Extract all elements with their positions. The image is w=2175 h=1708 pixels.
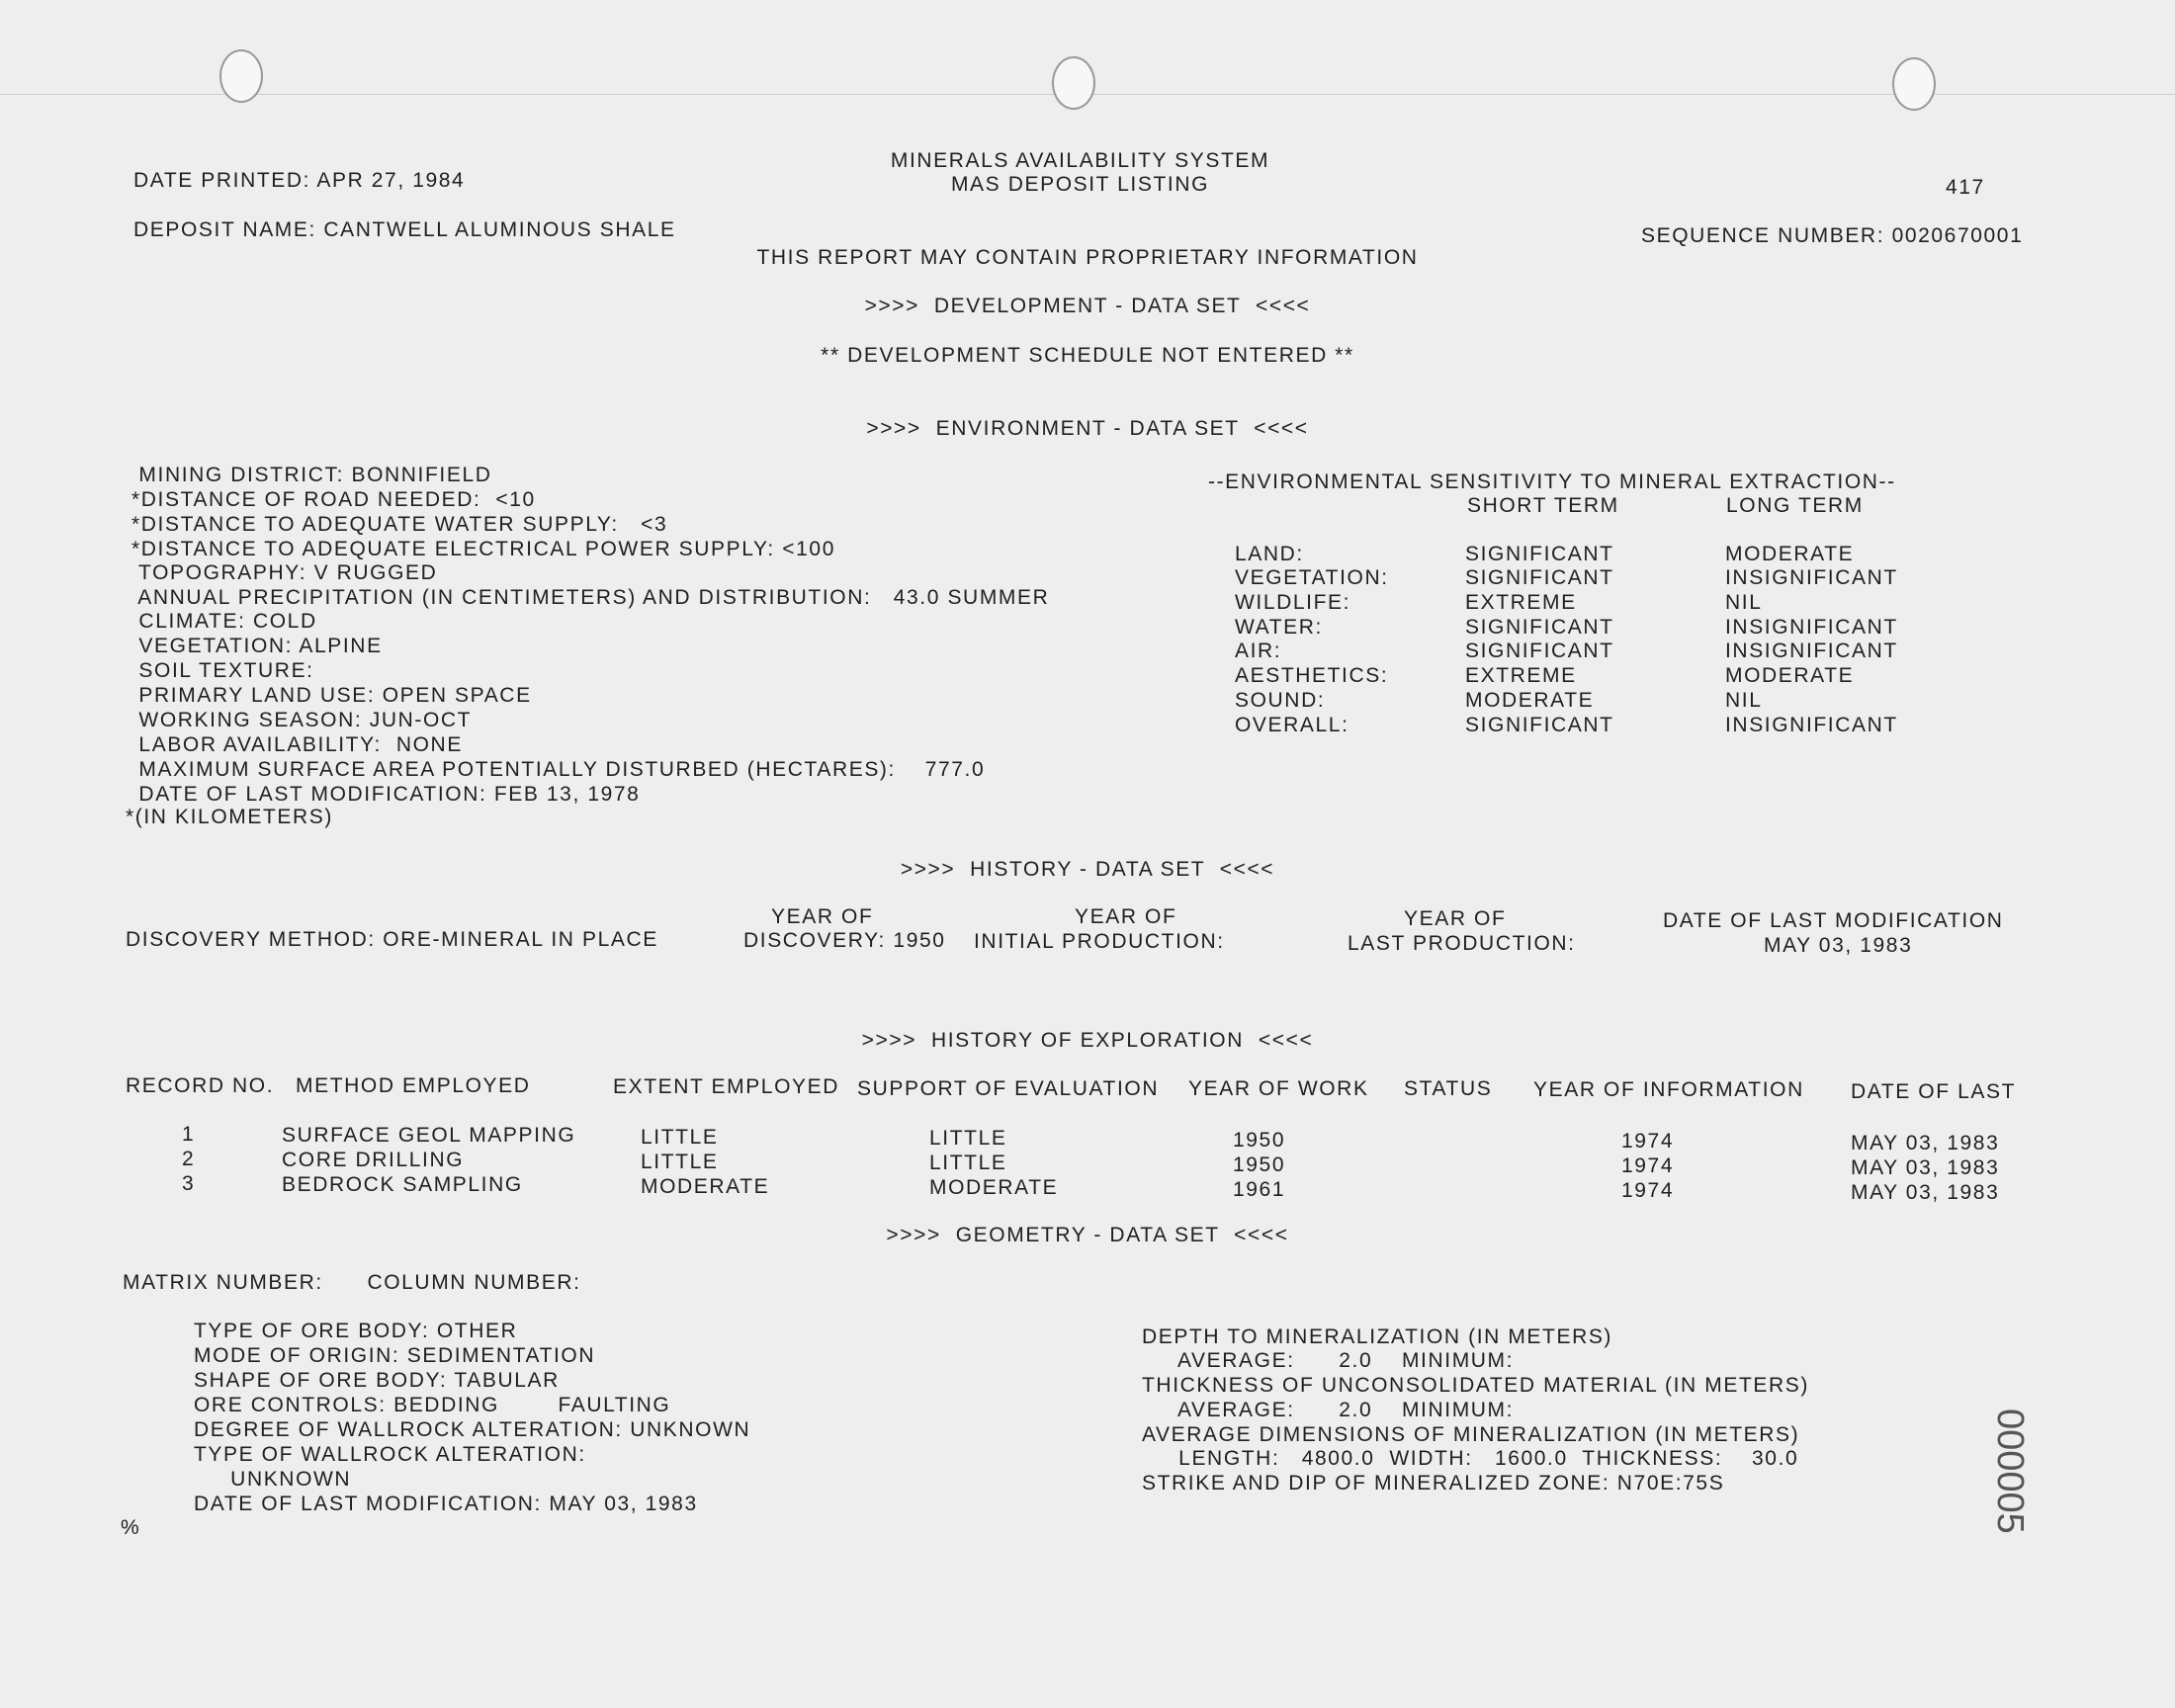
geometry-line: DATE OF LAST MODIFICATION: MAY 03, 1983 — [194, 1493, 698, 1515]
env-line: *(IN KILOMETERS) — [126, 806, 333, 828]
sequence-number: SEQUENCE NUMBER: 0020670001 — [1641, 224, 2024, 247]
system-title: MINERALS AVAILABILITY SYSTEM — [890, 149, 1270, 172]
sensitivity-long: NIL — [1725, 591, 1763, 614]
listing-title: MAS DEPOSIT LISTING — [950, 173, 1210, 196]
sensitivity-factor: AIR: — [1235, 640, 1282, 662]
sensitivity-title: --ENVIRONMENTAL SENSITIVITY TO MINERAL EXTRACTION-- — [1208, 470, 1896, 493]
history-last-mod-value: MAY 03, 1983 — [1764, 934, 1913, 957]
vertical-stamp-number — [1985, 1409, 2035, 1540]
method-employed: CORE DRILLING — [282, 1149, 465, 1171]
sensitivity-short: SIGNIFICANT — [1465, 566, 1614, 589]
column-header: YEAR OF INFORMATION — [1533, 1078, 1804, 1101]
page-number: 417 — [1946, 176, 1985, 199]
extent-employed: LITTLE — [641, 1126, 719, 1149]
sensitivity-factor: OVERALL: — [1235, 714, 1349, 736]
date-printed: DATE PRINTED: APR 27, 1984 — [133, 169, 466, 192]
long-term-label: LONG TERM — [1726, 494, 1864, 517]
sensitivity-long: NIL — [1725, 689, 1763, 712]
sensitivity-long: MODERATE — [1725, 664, 1855, 687]
sensitivity-long: MODERATE — [1725, 543, 1855, 565]
history-last-mod-label: DATE OF LAST MODIFICATION — [1663, 909, 2004, 932]
column-header: DATE OF LAST — [1851, 1080, 2016, 1103]
geometry-line: AVERAGE DIMENSIONS OF MINERALIZATION (IN METERS) — [1142, 1423, 1800, 1446]
sensitivity-long: INSIGNIFICANT — [1725, 616, 1898, 639]
env-line: LABOR AVAILABILITY: NONE — [131, 733, 463, 756]
sensitivity-factor: SOUND: — [1235, 689, 1326, 712]
geometry-line: SHAPE OF ORE BODY: TABULAR — [194, 1369, 560, 1392]
geometry-heading: >>>> GEOMETRY - DATA SET <<<< — [886, 1224, 1289, 1246]
record-number: 3 — [182, 1172, 196, 1195]
sensitivity-factor: WATER: — [1235, 616, 1323, 639]
env-line: MAXIMUM SURFACE AREA POTENTIALLY DISTURBED (HECTARES): 777.0 — [131, 758, 986, 781]
extent-employed: MODERATE — [641, 1175, 770, 1198]
sensitivity-short: SIGNIFICANT — [1465, 616, 1614, 639]
sensitivity-short: SIGNIFICANT — [1465, 543, 1614, 565]
year-of-label: YEAR OF — [1404, 907, 1507, 930]
geometry-line: DEPTH TO MINERALIZATION (IN METERS) — [1142, 1325, 1613, 1348]
year-of-information: 1974 — [1621, 1154, 1675, 1177]
geometry-line: AVERAGE: 2.0 MINIMUM: — [1142, 1349, 1515, 1372]
sensitivity-short: EXTREME — [1465, 591, 1577, 614]
sensitivity-long: INSIGNIFICANT — [1725, 714, 1898, 736]
geometry-line: AVERAGE: 2.0 MINIMUM: — [1142, 1399, 1515, 1421]
date-of-last: MAY 03, 1983 — [1851, 1181, 2000, 1204]
geometry-line: STRIKE AND DIP OF MINERALIZED ZONE: N70E:75S — [1142, 1472, 1725, 1494]
geometry-line: UNKNOWN — [194, 1468, 352, 1491]
year-of-information: 1974 — [1621, 1130, 1675, 1153]
proprietary-notice: THIS REPORT MAY CONTAIN PROPRIETARY INFORMATION — [756, 246, 1419, 269]
env-line: CLIMATE: COLD — [131, 610, 317, 633]
environment-heading: >>>> ENVIRONMENT - DATA SET <<<< — [866, 417, 1309, 440]
last-production: LAST PRODUCTION: — [1348, 932, 1576, 955]
punch-hole-right — [1892, 57, 1936, 111]
stamp-digits: 000005 — [1989, 1409, 2031, 1534]
column-header: RECORD NO. — [126, 1074, 275, 1097]
year-of-label: YEAR OF — [1075, 905, 1177, 928]
geometry-line: LENGTH: 4800.0 WIDTH: 1600.0 THICKNESS: 30.0 — [1142, 1447, 1799, 1470]
sensitivity-long: INSIGNIFICANT — [1725, 640, 1898, 662]
year-of-label: YEAR OF — [771, 905, 874, 928]
extent-employed: LITTLE — [641, 1151, 719, 1173]
support-of-evaluation: MODERATE — [929, 1176, 1059, 1199]
column-header: YEAR OF WORK — [1188, 1077, 1369, 1100]
date-of-last: MAY 03, 1983 — [1851, 1156, 2000, 1179]
matrix-line: MATRIX NUMBER: COLUMN NUMBER: — [123, 1271, 581, 1294]
env-line: PRIMARY LAND USE: OPEN SPACE — [131, 684, 532, 707]
column-header: STATUS — [1404, 1077, 1493, 1100]
year-of-work: 1961 — [1233, 1178, 1286, 1201]
record-number: 2 — [182, 1148, 196, 1170]
year-of-work: 1950 — [1233, 1153, 1286, 1176]
geometry-line: ORE CONTROLS: BEDDING FAULTING — [194, 1394, 671, 1416]
sensitivity-factor: WILDLIFE: — [1235, 591, 1351, 614]
sensitivity-factor: LAND: — [1235, 543, 1304, 565]
support-of-evaluation: LITTLE — [929, 1152, 1007, 1174]
year-of-information: 1974 — [1621, 1179, 1675, 1202]
env-line: DATE OF LAST MODIFICATION: FEB 13, 1978 — [131, 783, 641, 806]
discovery-year: DISCOVERY: 1950 — [743, 929, 946, 952]
method-employed: BEDROCK SAMPLING — [282, 1173, 523, 1196]
sensitivity-long: INSIGNIFICANT — [1725, 566, 1898, 589]
punch-hole-center — [1052, 56, 1095, 110]
record-number: 1 — [182, 1123, 196, 1146]
geometry-line: MODE OF ORIGIN: SEDIMENTATION — [194, 1344, 596, 1367]
column-header: METHOD EMPLOYED — [296, 1074, 531, 1097]
end-mark: % — [121, 1516, 141, 1539]
env-line: TOPOGRAPHY: V RUGGED — [131, 561, 438, 584]
column-header: EXTENT EMPLOYED — [613, 1075, 839, 1098]
sensitivity-short: MODERATE — [1465, 689, 1595, 712]
initial-production: INITIAL PRODUCTION: — [974, 930, 1225, 953]
year-of-work: 1950 — [1233, 1129, 1286, 1152]
development-heading: >>>> DEVELOPMENT - DATA SET <<<< — [864, 295, 1311, 317]
geometry-line: TYPE OF ORE BODY: OTHER — [194, 1320, 518, 1342]
method-employed: SURFACE GEOL MAPPING — [282, 1124, 576, 1147]
support-of-evaluation: LITTLE — [929, 1127, 1007, 1150]
sensitivity-factor: AESTHETICS: — [1235, 664, 1389, 687]
env-line: VEGETATION: ALPINE — [131, 635, 383, 657]
sensitivity-factor: VEGETATION: — [1235, 566, 1389, 589]
sensitivity-short: SIGNIFICANT — [1465, 640, 1614, 662]
column-header: SUPPORT OF EVALUATION — [857, 1077, 1160, 1100]
env-line: *DISTANCE OF ROAD NEEDED: <10 — [131, 488, 536, 511]
env-line: MINING DISTRICT: BONNIFIELD — [131, 464, 492, 486]
development-note: ** DEVELOPMENT SCHEDULE NOT ENTERED ** — [821, 344, 1354, 367]
punch-hole-left — [219, 49, 263, 103]
sensitivity-short: SIGNIFICANT — [1465, 714, 1614, 736]
env-line: *DISTANCE TO ADEQUATE WATER SUPPLY: <3 — [131, 513, 668, 536]
date-of-last: MAY 03, 1983 — [1851, 1132, 2000, 1154]
discovery-method: DISCOVERY METHOD: ORE-MINERAL IN PLACE — [126, 928, 658, 951]
geometry-line: THICKNESS OF UNCONSOLIDATED MATERIAL (IN METERS) — [1142, 1374, 1809, 1397]
env-line: SOIL TEXTURE: — [131, 659, 314, 682]
env-line: *DISTANCE TO ADEQUATE ELECTRICAL POWER SUPPLY: <100 — [131, 538, 835, 560]
geometry-line: DEGREE OF WALLROCK ALTERATION: UNKNOWN — [194, 1418, 751, 1441]
exploration-heading: >>>> HISTORY OF EXPLORATION <<<< — [861, 1029, 1314, 1052]
sensitivity-short: EXTREME — [1465, 664, 1577, 687]
short-term-label: SHORT TERM — [1467, 494, 1619, 517]
deposit-name: DEPOSIT NAME: CANTWELL ALUMINOUS SHALE — [133, 218, 676, 241]
geometry-line: TYPE OF WALLROCK ALTERATION: — [194, 1443, 586, 1466]
env-line: ANNUAL PRECIPITATION (IN CENTIMETERS) AND DISTRIBUTION: 43.0 SUMMER — [131, 586, 1050, 609]
history-heading: >>>> HISTORY - DATA SET <<<< — [900, 858, 1275, 881]
env-line: WORKING SEASON: JUN-OCT — [131, 709, 473, 731]
